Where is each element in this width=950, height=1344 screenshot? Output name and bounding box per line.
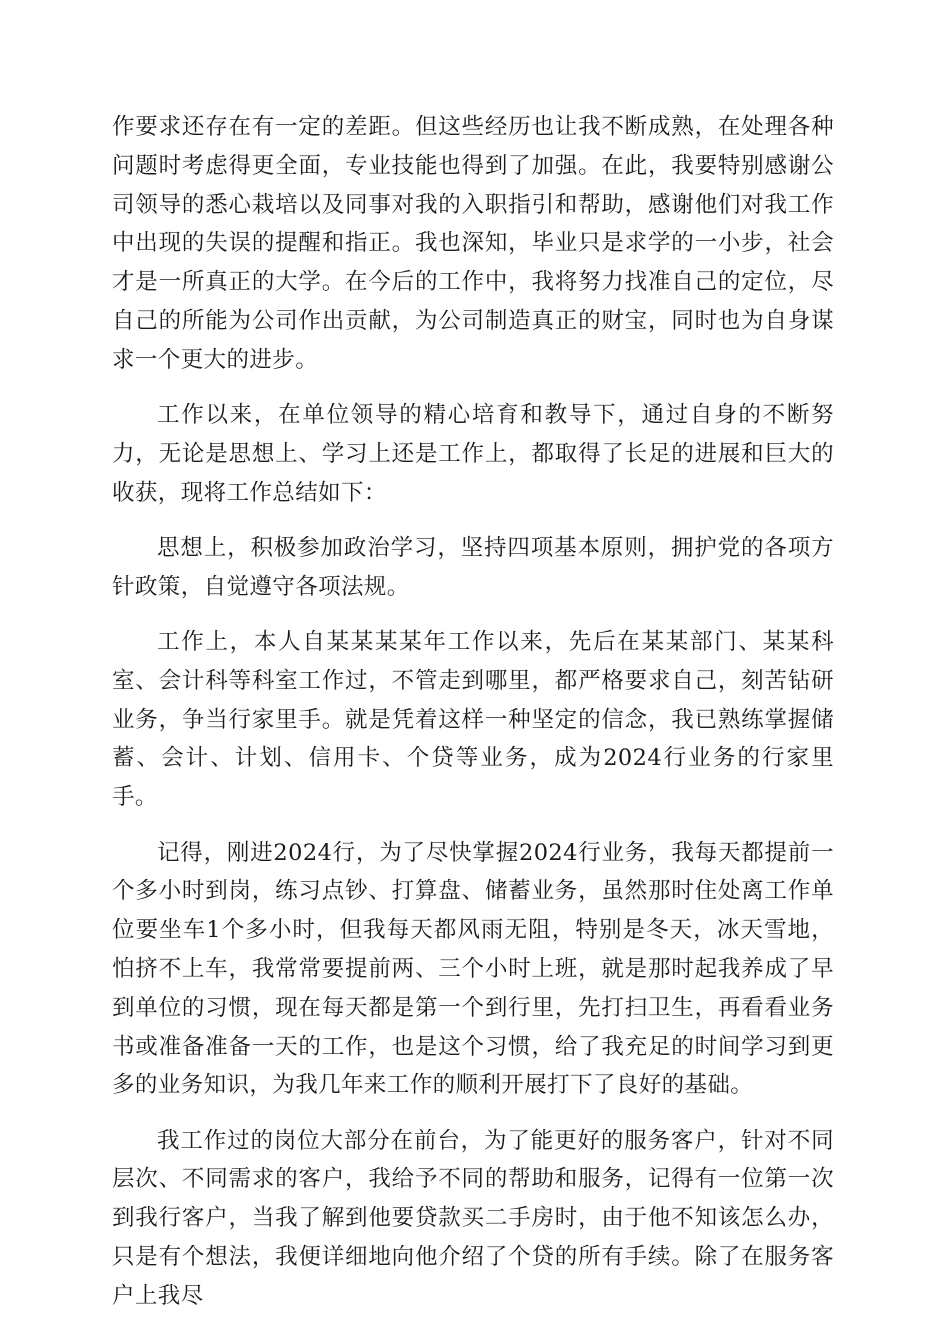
paragraph-service: 我工作过的岗位大部分在前台，为了能更好的服务客户，针对不同层次、不同需求的客户，我给予不同的帮助和服务，记得有一位第一次到我行客户，当我了解到他要贷款买二手房时，由于他不知该怎么办，只是有个想法，我便详细地向他介绍了个贷的所有手续。除了在服务客户上我尽 — [112, 1127, 834, 1309]
paragraph-ideology: 思想上，积极参加政治学习，坚持四项基本原则，拥护党的各项方针政策，自觉遵守各项法规。 — [112, 534, 834, 600]
paragraph-work-intro: 工作以来，在单位领导的精心培育和教导下，通过自身的不断努力，无论是思想上、学习上还是工作上，都取得了长足的进展和巨大的收获，现将工作总结如下： — [112, 402, 834, 506]
paragraph-continuation: 作要求还存在有一定的差距。但这些经历也让我不断成熟，在处理各种问题时考虑得更全面，专业技能也得到了加强。在此，我要特别感谢公司领导的悉心栽培以及同事对我的入职指引和帮助，感谢他们对我工作中出现的失误的提醒和指正。我也深知，毕业只是求学的一小步，社会才是一所真正的大学。在今后的工作中，我将努力找准自己的定位，尽自己的所能为公司作出贡献，为公司制造真正的财宝，同时也为自身谋求一个更大的进步。 — [112, 114, 834, 373]
paragraph-work: 工作上，本人自某某某某年工作以来，先后在某某部门、某某科室、会计科等科室工作过，不管走到哪里，都严格要求自己，刻苦钻研业务，争当行家里手。就是凭着这样一种坚定的信念，我已熟练掌握储蓄、会计、计划、信用卡、个贷等业务，成为2024行业务的行家里手。 — [112, 629, 834, 811]
paragraph-memory: 记得，刚进2024行，为了尽快掌握2024行业务，我每天都提前一个多小时到岗，练习点钞、打算盘、储蓄业务，虽然那时住处离工作单位要坐车1个多小时，但我每天都风雨无阻，特别是冬天，冰天雪地，怕挤不上车，我常常要提前两、三个小时上班，就是那时起我养成了早到单位的习惯，现在每天都是第一个到行里，先打扫卫生，再看看业务书或准备准备一天的工作，也是这个习惯，给了我充足的时间学习到更多的业务知识，为我几年来工作的顺利开展打下了良好的基础。 — [112, 839, 834, 1099]
document-body — [112, 108, 834, 1332]
